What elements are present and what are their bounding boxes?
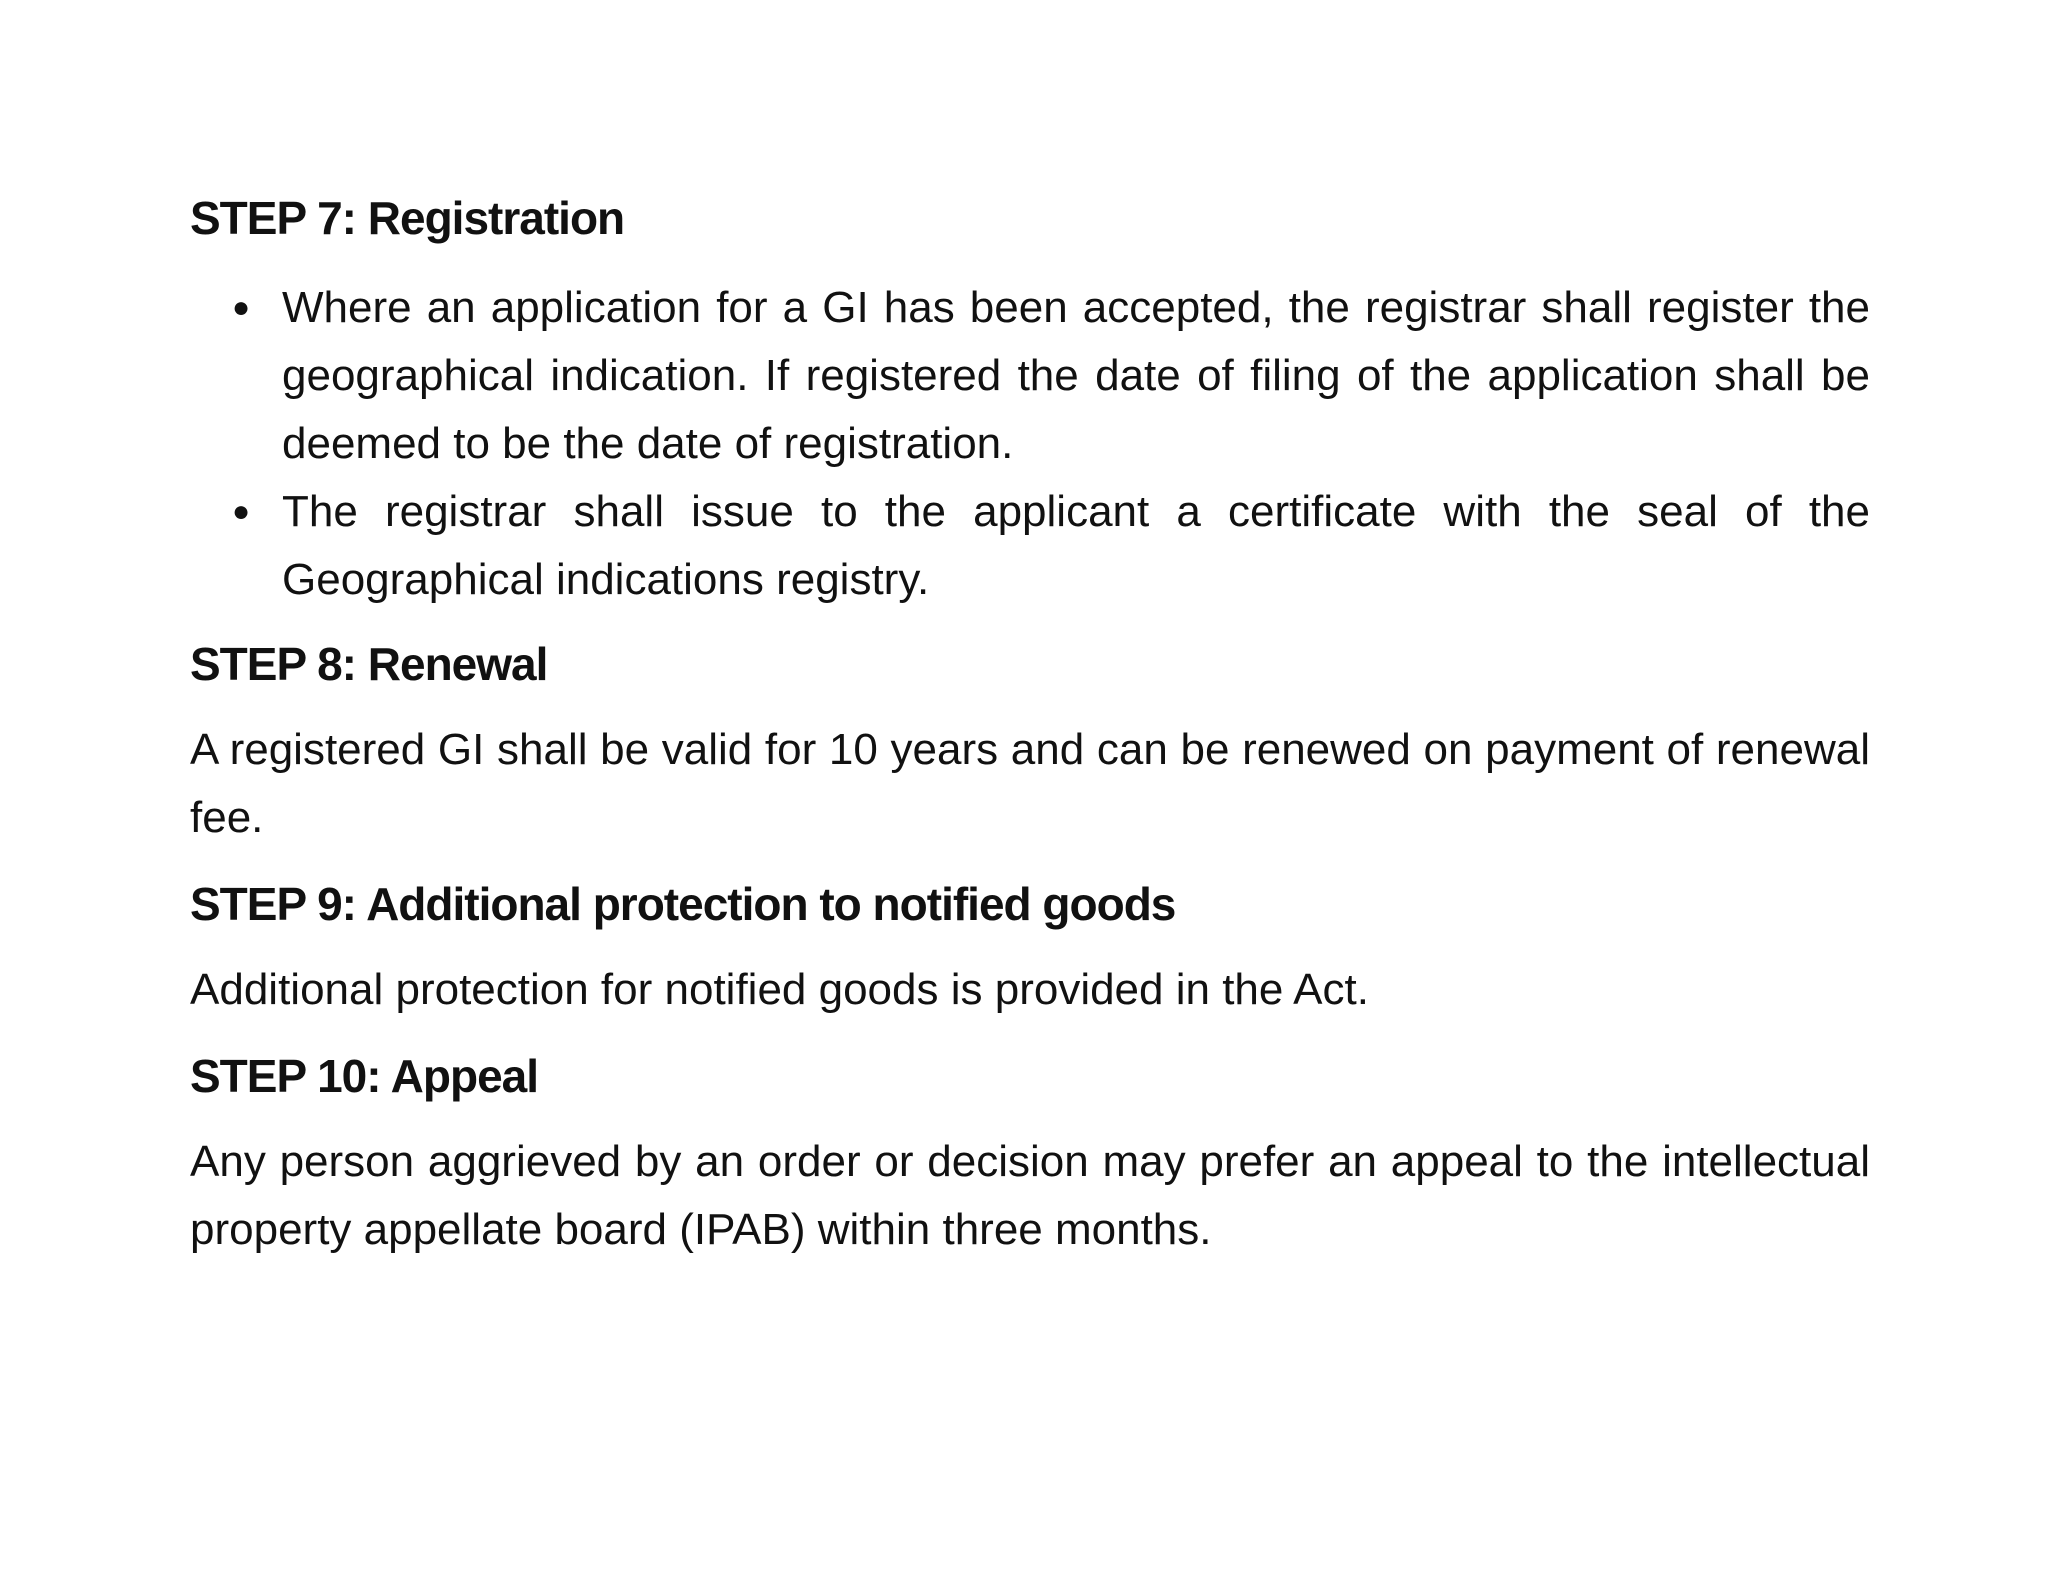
step-9-heading: STEP 9: Additional protection to notified goods bbox=[190, 878, 1176, 930]
list-item bbox=[232, 478, 1870, 614]
step-7-bullet-list bbox=[190, 274, 1870, 614]
step-7-section bbox=[190, 190, 1870, 614]
step-10-section bbox=[190, 1048, 1870, 1264]
step-8-text: A registered GI shall be valid for 10 years and can be renewed on payment of renewal fee. bbox=[190, 725, 1870, 842]
bullet-text: The registrar shall issue to the applicant a certificate with the seal of the Geographical indications registry. bbox=[282, 487, 1870, 604]
step-9-section bbox=[190, 876, 1870, 1024]
bullet-icon: ● bbox=[232, 495, 251, 528]
list-item bbox=[232, 274, 1870, 478]
step-7-heading: STEP 7: Registration bbox=[190, 192, 625, 244]
step-9-text: Additional protection for notified goods is provided in the Act. bbox=[190, 965, 1369, 1014]
step-8-heading: STEP 8: Renewal bbox=[190, 638, 548, 690]
bullet-icon: ● bbox=[232, 291, 251, 324]
step-10-heading: STEP 10: Appeal bbox=[190, 1050, 539, 1102]
bullet-text: Where an application for a GI has been accepted, the registrar shall register the geographical indication. If registered the date of filing of the application shall be deemed to be the date of registration. bbox=[282, 283, 1870, 468]
document-page bbox=[190, 190, 1870, 1264]
step-10-text: Any person aggrieved by an order or decision may prefer an appeal to the intellectual property appellate board (IPAB) within three months. bbox=[190, 1137, 1870, 1254]
step-8-section bbox=[190, 636, 1870, 852]
